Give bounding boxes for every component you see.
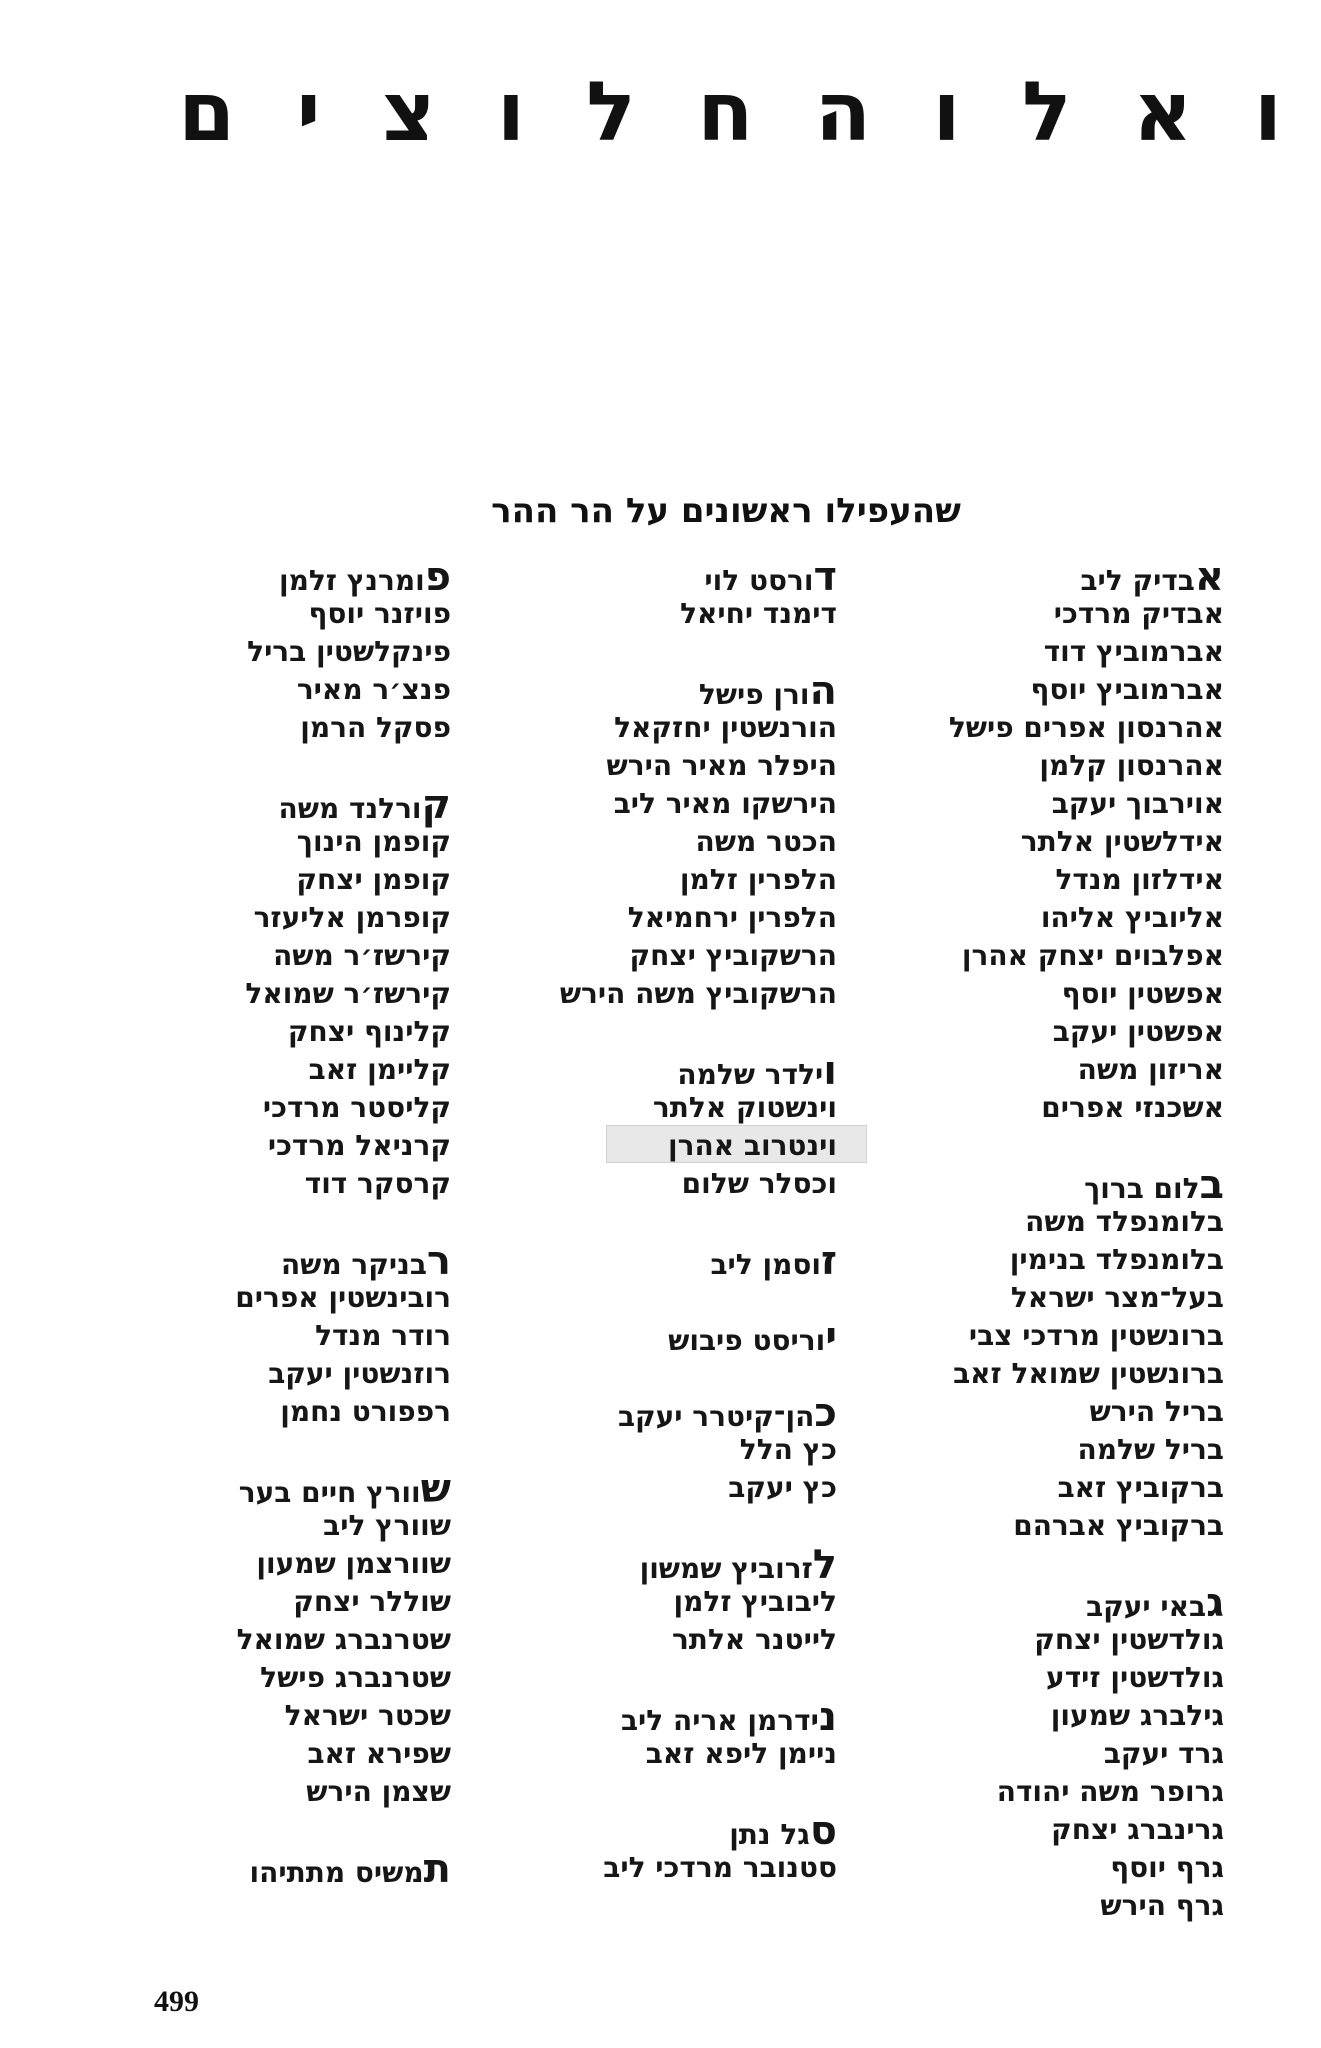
page-title — [178, 65, 1282, 160]
name-entry: ברקוביץ אברהם — [1013, 1509, 1224, 1542]
title-letter: צ — [382, 65, 436, 160]
name-entry: קופרמן אליעזר — [253, 901, 451, 934]
name-entry: פנצ׳ר מאיר — [296, 673, 451, 706]
name-column — [924, 554, 1224, 1963]
name-group — [161, 1238, 451, 1431]
name-group — [161, 782, 451, 1203]
name-entry: כהן־קיטרר יעקב — [617, 1390, 837, 1436]
name-entry: כץ יעקב — [728, 1471, 837, 1504]
name-group — [537, 668, 837, 1013]
name-entry: לייטנר אלתר — [671, 1623, 837, 1656]
name-entry: אידלשטין אלתר — [1020, 825, 1224, 858]
name-entry: אפלבוים יצחק אהרן — [961, 939, 1224, 972]
name-group — [161, 1466, 451, 1811]
name-group — [537, 1808, 837, 1887]
name-entry: אבדיק ליב — [1080, 554, 1224, 600]
name-entry: רוזנשטין יעקב — [268, 1357, 451, 1390]
name-entry: קירשז׳ר משה — [273, 939, 451, 972]
name-entry: בריל הירש — [1089, 1395, 1224, 1428]
name-entry: בריל שלמה — [1077, 1433, 1224, 1466]
name-entry: אבדיק מרדכי — [1053, 597, 1224, 630]
name-entry: אשכנזי אפרים — [1041, 1091, 1224, 1124]
name-entry: הירשקו מאיר ליב — [613, 787, 837, 820]
name-entry: קליסטר מרדכי — [262, 1091, 451, 1124]
name-entry: ליבוביץ זלמן — [673, 1585, 837, 1618]
name-entry: וילדר שלמה — [677, 1048, 837, 1094]
name-entry: סגל נתן — [729, 1808, 837, 1854]
name-group — [537, 1048, 837, 1203]
name-entry: לזרוביץ שמשון — [639, 1542, 837, 1588]
name-entry: זוסמן ליב — [710, 1238, 837, 1284]
name-entry: אפשטין יעקב — [1052, 1015, 1224, 1048]
name-entry: קרניאל מרדכי — [267, 1129, 451, 1162]
name-entry: קרסקר דוד — [304, 1167, 451, 1200]
title-letter: א — [1132, 65, 1193, 160]
name-entry: גרד יעקב — [1103, 1737, 1224, 1770]
name-entry: בלומנפלד משה — [1025, 1205, 1224, 1238]
name-entry: הלפרין ירחמיאל — [627, 901, 837, 934]
name-entry: נידרמן אריה ליב — [620, 1694, 837, 1740]
name-entry: ברונשטין שמואל זאב — [953, 1357, 1224, 1390]
name-entry: הרשקוביץ יצחק — [629, 939, 837, 972]
name-group — [537, 1390, 837, 1507]
name-entry: שפירא זאב — [307, 1737, 451, 1770]
name-entry: קלינוף יצחק — [287, 1015, 451, 1048]
name-entry: פויזנר יוסף — [308, 597, 451, 630]
name-entry: שצמן הירש — [306, 1775, 451, 1808]
name-entry: שוורץ ליב — [323, 1509, 451, 1542]
title-letter: ח — [697, 65, 754, 160]
name-entry: רבניקר משה — [280, 1238, 451, 1284]
name-entry: קליימן זאב — [308, 1053, 451, 1086]
name-group — [537, 1314, 837, 1360]
name-entry: גרף יוסף — [1110, 1851, 1224, 1884]
name-entry: סטנובר מרדכי ליב — [603, 1851, 837, 1884]
name-entry: ניימן ליפא זאב — [645, 1737, 837, 1770]
name-entry: שוללר יצחק — [293, 1585, 451, 1618]
name-column — [537, 554, 837, 1925]
name-entry: גילברג שמעון — [1050, 1699, 1224, 1732]
title-letter: י — [296, 65, 321, 160]
name-entry: ברונשטין מרדכי צבי — [968, 1319, 1224, 1352]
name-entry: אוירבוך יעקב — [1051, 787, 1224, 820]
name-entry: רודר מנדל — [315, 1319, 451, 1352]
title-letter: ם — [178, 65, 236, 160]
name-entry: גבאי יעקב — [1086, 1580, 1224, 1626]
name-entry: וכסלר שלום — [681, 1167, 837, 1200]
name-entry: אהרנסון קלמן — [1039, 749, 1224, 782]
name-entry: גרינברג יצחק — [1051, 1813, 1224, 1846]
name-entry: הורנשטין יחזקאל — [614, 711, 837, 744]
name-group — [537, 1694, 837, 1773]
name-entry: אריזון משה — [1077, 1053, 1224, 1086]
name-entry: אהרנסון אפרים פישל — [948, 711, 1224, 744]
name-entry: הלפרין זלמן — [679, 863, 837, 896]
name-entry: אליוביץ אליהו — [1040, 901, 1224, 934]
name-entry: היפלר מאיר הירש — [606, 749, 837, 782]
name-entry: אפשטין יוסף — [1061, 977, 1224, 1010]
name-entry: שטרנברג שמואל — [236, 1623, 451, 1656]
name-entry: דימנד יחיאל — [680, 597, 837, 630]
name-entry: הכטר משה — [695, 825, 837, 858]
name-entry: רובינשטין אפרים — [235, 1281, 451, 1314]
name-entry: בעל־מצר ישראל — [1010, 1281, 1224, 1314]
title-letter: ל — [586, 65, 636, 160]
name-entry: בלומנפלד בנימין — [1009, 1243, 1224, 1276]
name-entry: רפפורט נחמן — [280, 1395, 451, 1428]
name-entry: קופמן יצחק — [296, 863, 451, 896]
name-entry: גרף הירש — [1100, 1889, 1224, 1922]
name-entry: הורן פישל — [698, 668, 837, 714]
name-entry: ברקוביץ זאב — [1057, 1471, 1224, 1504]
name-entry: כץ הלל — [739, 1433, 837, 1466]
name-group — [924, 1580, 1224, 1925]
name-entry: שכטר ישראל — [284, 1699, 451, 1732]
name-group — [161, 1846, 451, 1892]
name-entry: תמשיס מתתיהו — [249, 1846, 451, 1892]
name-entry: קירשז׳ר שמואל — [245, 977, 451, 1010]
name-entry: פינקלשטין בריל — [247, 635, 451, 668]
name-entry: אידלזון מנדל — [1055, 863, 1224, 896]
title-letter: ה — [814, 65, 872, 160]
name-group — [924, 1162, 1224, 1545]
name-column — [161, 554, 451, 1925]
highlighted-name-entry: וינטרוב אהרן — [537, 1127, 837, 1165]
page-number: 499 — [154, 1985, 199, 2018]
name-entry: וינשטוק אלתר — [652, 1091, 837, 1124]
name-entry: גולדשטין יצחק — [1034, 1623, 1224, 1656]
name-entry: אברמוביץ דוד — [1043, 635, 1224, 668]
name-entry: קורלנד משה — [278, 782, 451, 828]
title-letter: ו — [932, 65, 961, 160]
name-group — [924, 554, 1224, 1127]
name-entry: יוריסט פיבוש — [668, 1314, 837, 1360]
name-entry: שוורצמן שמעון — [256, 1547, 451, 1580]
name-entry: אברמוביץ יוסף — [1030, 673, 1224, 706]
name-entry: דורסט לוי — [704, 554, 837, 600]
name-entry: גולדשטין זידע — [1046, 1661, 1224, 1694]
name-entry: בלום ברוך — [1084, 1162, 1224, 1208]
name-entry: שוורץ חיים בער — [238, 1466, 451, 1512]
name-entry: שטרנברג פישל — [260, 1661, 451, 1694]
name-entry: גרופר משה יהודה — [996, 1775, 1224, 1808]
name-group — [161, 554, 451, 747]
name-entry: פומרנץ זלמן — [278, 554, 451, 600]
title-letter: ו — [496, 65, 525, 160]
title-letter: ל — [1021, 65, 1072, 160]
name-entry: קופמן הינוך — [296, 825, 451, 858]
name-entry: פסקל הרמן — [300, 711, 451, 744]
title-letter: ו — [1253, 65, 1282, 160]
section-heading: שהעפילו ראשונים על הר ההר — [491, 491, 961, 531]
name-group — [537, 1542, 837, 1659]
name-entry: הרשקוביץ משה הירש — [559, 977, 837, 1010]
name-group — [537, 1238, 837, 1284]
name-group — [537, 554, 837, 633]
